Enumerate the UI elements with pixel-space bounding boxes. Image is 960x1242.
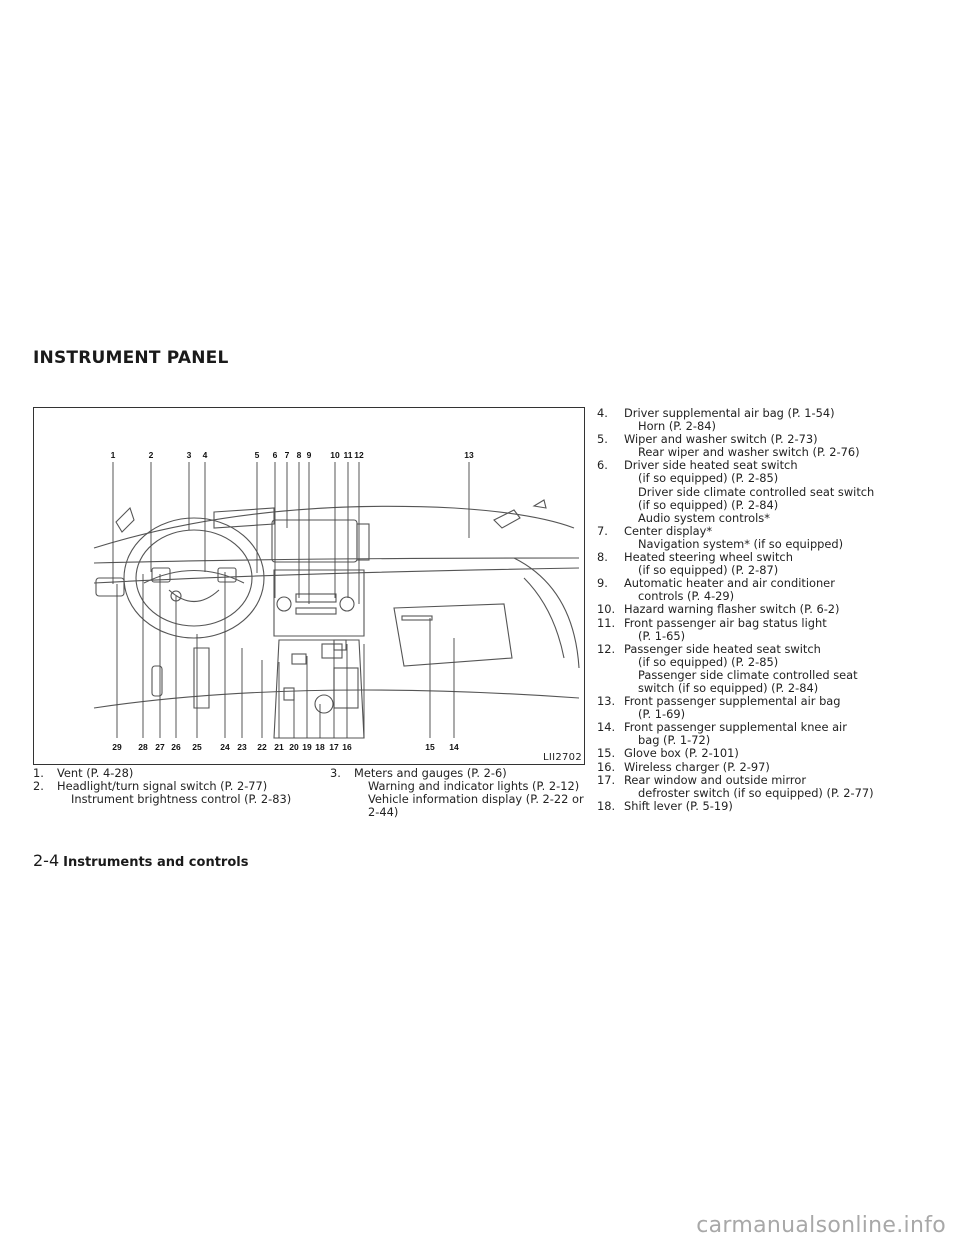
- callout-bottom: 19: [302, 742, 312, 752]
- list-item: [597, 774, 937, 800]
- item-line: Passenger side heated seat switch: [624, 641, 821, 656]
- item-line: Shift lever (P. 5-19): [624, 798, 733, 813]
- list-item: [597, 761, 937, 774]
- list-item: [597, 433, 937, 459]
- item-line: controls (P. 4-29): [638, 589, 735, 604]
- item-line: Vehicle information display (P. 2-22 or: [368, 792, 584, 807]
- item-line: Automatic heater and air conditioner: [624, 576, 835, 591]
- item-line: Warning and indicator lights (P. 2-12): [368, 779, 580, 794]
- dashboard-illustration: [34, 408, 584, 764]
- page-number: 2-4: [33, 851, 60, 870]
- callout-bottom: 26: [171, 742, 181, 752]
- callout-bottom: 27: [155, 742, 165, 752]
- item-line: Rear window and outside mirror: [624, 772, 807, 787]
- section-title: INSTRUMENT PANEL: [33, 348, 229, 368]
- list-item: [597, 603, 937, 616]
- callout-top: 6: [272, 450, 278, 460]
- item-line: Passenger side climate controlled seat: [638, 667, 858, 682]
- callout-bottom: 14: [449, 742, 459, 752]
- callout-top: 9: [306, 450, 312, 460]
- item-line: Navigation system* (if so equipped): [638, 536, 844, 551]
- item-line: Instrument brightness control (P. 2-83): [71, 792, 292, 807]
- list-item: [330, 767, 590, 819]
- callout-bottom: 15: [425, 742, 435, 752]
- item-number: 10.: [597, 602, 616, 617]
- item-line: switch (if so equipped) (P. 2-84): [638, 680, 819, 695]
- page-footer: [33, 851, 248, 870]
- list-item: [597, 747, 937, 760]
- item-number: 1.: [33, 766, 44, 780]
- callout-top: 12: [354, 450, 364, 460]
- item-line: Vent (P. 4-28): [57, 766, 134, 780]
- callout-top: 3: [186, 450, 192, 460]
- list-item: [597, 459, 937, 524]
- item-list-column-2: [330, 767, 590, 819]
- item-line: Heated steering wheel switch: [624, 550, 793, 565]
- item-number: 17.: [597, 772, 616, 787]
- item-number: 16.: [597, 759, 616, 774]
- item-line: Center display*: [624, 523, 713, 538]
- figure-code: LII2702: [542, 752, 582, 763]
- item-line: Meters and gauges (P. 2-6): [354, 766, 507, 780]
- callout-bottom: 22: [257, 742, 267, 752]
- callout-top: 11: [343, 450, 353, 460]
- callout-top: 2: [148, 450, 154, 460]
- list-item: [597, 407, 937, 433]
- callout-top: 13: [464, 450, 474, 460]
- callout-top: 1: [110, 450, 116, 460]
- list-item: [597, 551, 937, 577]
- item-number: 9.: [597, 576, 608, 591]
- item-line: Front passenger supplemental knee air: [624, 720, 847, 735]
- callout-top: 8: [296, 450, 302, 460]
- item-line: bag (P. 1-72): [638, 733, 711, 748]
- list-item: [597, 643, 937, 695]
- list-item: [597, 617, 937, 643]
- item-line: Glove box (P. 2-101): [624, 746, 739, 761]
- callout-bottom: 16: [342, 742, 352, 752]
- item-line: Horn (P. 2-84): [638, 419, 716, 434]
- item-number: 8.: [597, 550, 608, 565]
- item-number: 15.: [597, 746, 616, 761]
- callout-top: 5: [254, 450, 260, 460]
- item-number: 4.: [597, 406, 608, 420]
- list-item: [597, 525, 937, 551]
- item-number: 18.: [597, 798, 616, 813]
- item-line: Wiper and washer switch (P. 2-73): [624, 432, 818, 447]
- item-line: Rear wiper and washer switch (P. 2-76): [638, 445, 860, 460]
- callout-bottom: 21: [274, 742, 284, 752]
- item-line: Hazard warning flasher switch (P. 6-2): [624, 602, 840, 617]
- item-line: (P. 1-65): [638, 628, 686, 643]
- callout-bottom: 25: [192, 742, 202, 752]
- list-item: [597, 721, 937, 747]
- item-number: 11.: [597, 615, 616, 630]
- item-list-column-1: [33, 767, 323, 806]
- list-item: [597, 800, 937, 813]
- item-number: 3.: [330, 766, 341, 780]
- item-number: 14.: [597, 720, 616, 735]
- item-line: (if so equipped) (P. 2-85): [638, 654, 779, 669]
- item-line: Wireless charger (P. 2-97): [624, 759, 770, 774]
- callout-top: 10: [330, 450, 340, 460]
- instrument-panel-figure: [33, 407, 585, 765]
- item-line: defroster switch (if so equipped) (P. 2-77): [638, 785, 874, 800]
- item-number: 6.: [597, 458, 608, 473]
- item-number: 12.: [597, 641, 616, 656]
- callout-bottom: 17: [329, 742, 339, 752]
- item-line: Front passenger air bag status light: [624, 615, 827, 630]
- item-line: (if so equipped) (P. 2-87): [638, 563, 779, 578]
- callout-bottom: 18: [315, 742, 325, 752]
- callout-bottom: 23: [237, 742, 247, 752]
- list-item: [597, 695, 937, 721]
- list-item: [33, 780, 323, 806]
- callout-top: 7: [284, 450, 290, 460]
- item-line: Driver supplemental air bag (P. 1-54): [624, 406, 835, 420]
- item-line: (if so equipped) (P. 2-85): [638, 471, 779, 486]
- callout-bottom: 24: [220, 742, 230, 752]
- item-line: Front passenger supplemental air bag: [624, 694, 841, 709]
- item-number: 7.: [597, 523, 608, 538]
- callout-bottom: 28: [138, 742, 148, 752]
- item-line: 2-44): [368, 805, 399, 820]
- item-number: 2.: [33, 779, 44, 794]
- item-line: Driver side climate controlled seat switch: [638, 484, 875, 499]
- item-line: (if so equipped) (P. 2-84): [638, 497, 779, 512]
- item-line: Audio system controls*: [638, 510, 770, 525]
- item-line: Driver side heated seat switch: [624, 458, 798, 473]
- item-number: 5.: [597, 432, 608, 447]
- callout-bottom: 20: [289, 742, 299, 752]
- chapter-title: Instruments and controls: [63, 855, 249, 870]
- item-line: Headlight/turn signal switch (P. 2-77): [57, 779, 268, 794]
- callout-top: 4: [202, 450, 208, 460]
- watermark: carmanualsonline.info: [696, 1213, 946, 1238]
- item-line: (P. 1-69): [638, 707, 686, 722]
- list-item: [597, 577, 937, 603]
- item-list-column-3: [597, 407, 937, 813]
- callout-bottom: 29: [112, 742, 122, 752]
- item-number: 13.: [597, 694, 616, 709]
